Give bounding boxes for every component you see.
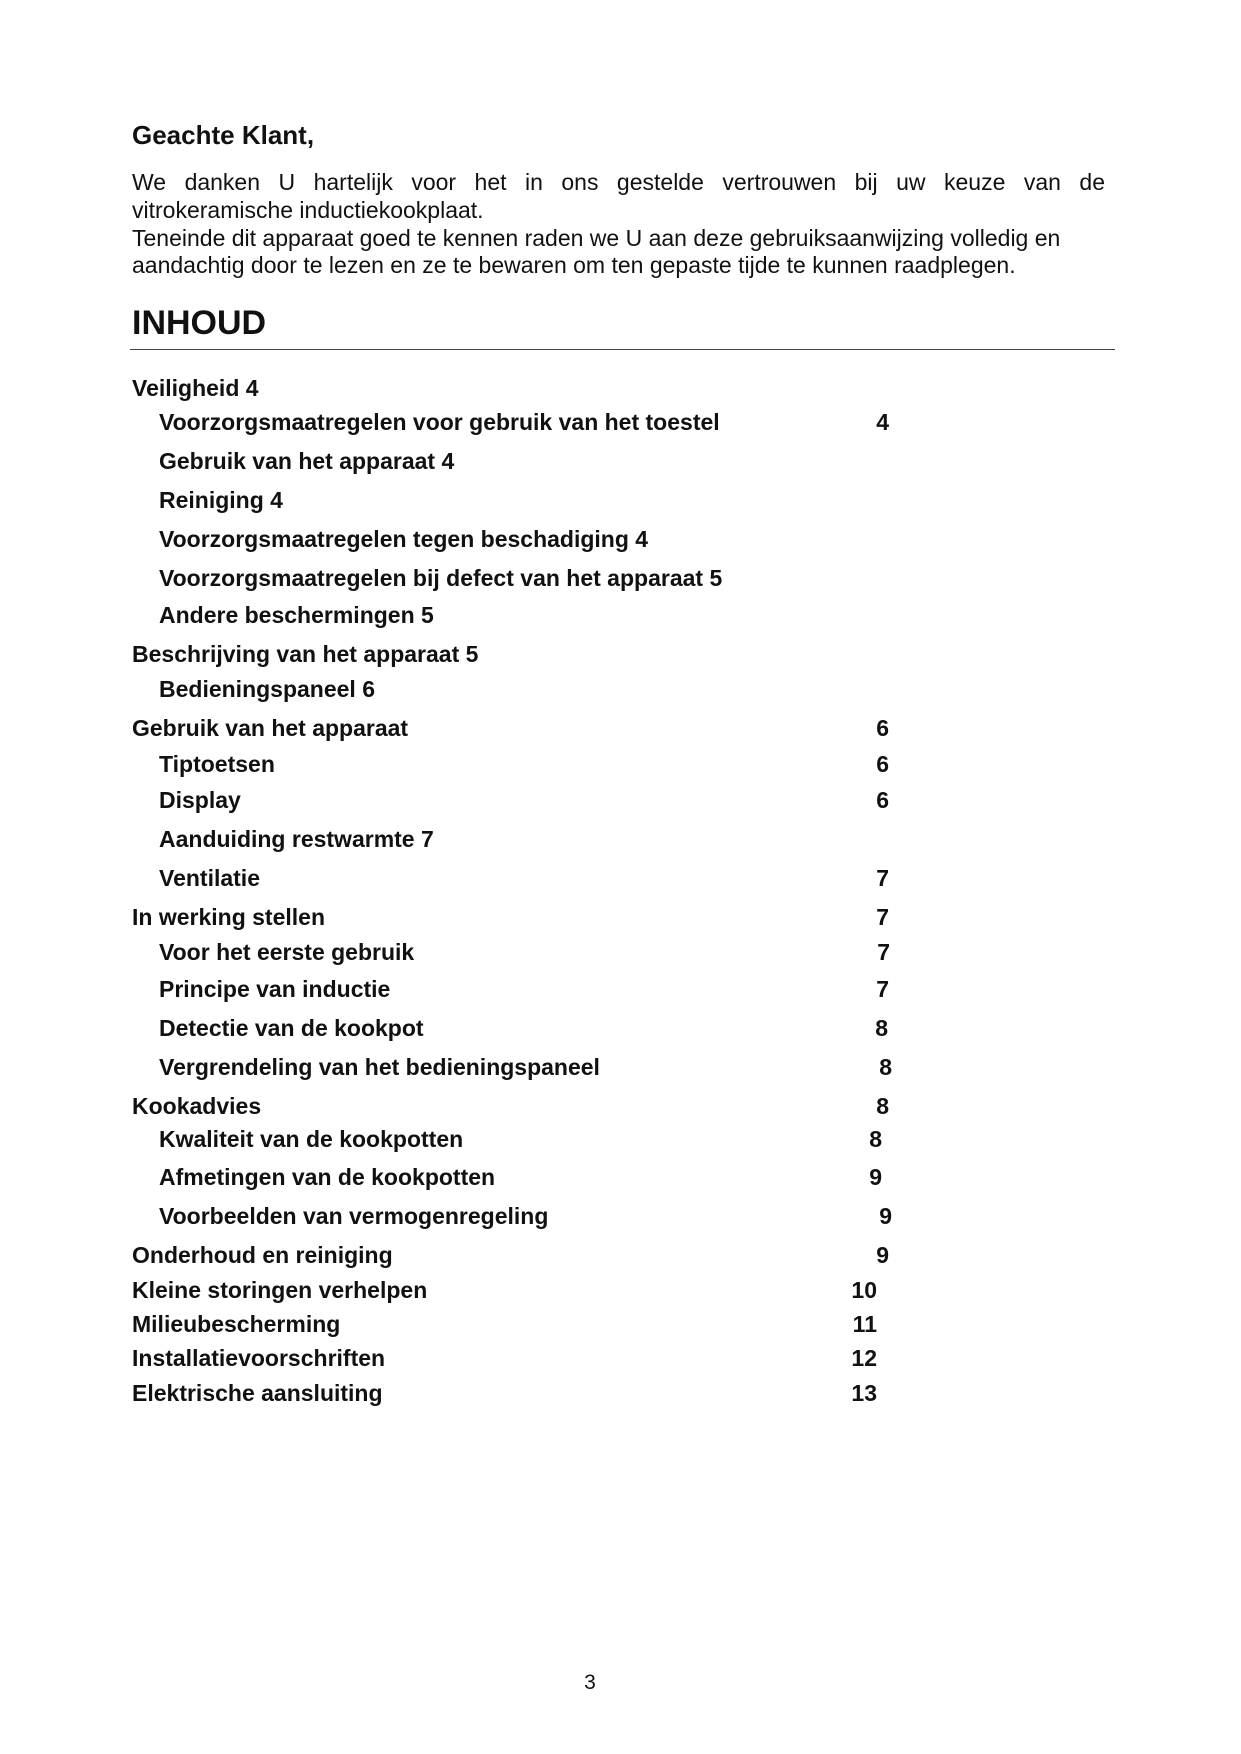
toc-entry-title[interactable]: Bedieningspaneel 6 bbox=[159, 676, 376, 702]
toc-entry-title[interactable]: Afmetingen van de kookpotten bbox=[159, 1164, 496, 1190]
toc-entry-title[interactable]: Veiligheid 4 bbox=[132, 375, 259, 401]
toc-entry-title[interactable]: Display bbox=[159, 787, 241, 813]
toc-entry-title[interactable]: Gebruik van het apparaat bbox=[132, 715, 409, 741]
toc-entry-title[interactable]: Voorzorgsmaatregelen bij defect van het apparaat 5 bbox=[159, 565, 723, 591]
toc-entry-page: 9 bbox=[876, 1242, 889, 1268]
toc-entry-title[interactable]: Gebruik van het apparaat 4 bbox=[159, 448, 455, 474]
toc-entry-title[interactable]: Ventilatie bbox=[159, 865, 260, 891]
toc-entry-page: 13 bbox=[851, 1380, 877, 1406]
intro-text-line: We danken U hartelijk voor het in ons gestelde vertrouwen bij uw keuze van de bbox=[132, 169, 1105, 195]
toc-entry-title[interactable]: Vergrendeling van het bedieningspaneel bbox=[159, 1054, 600, 1080]
greeting-heading: Geachte Klant, bbox=[132, 120, 315, 150]
toc-entry-page: 6 bbox=[876, 715, 889, 741]
toc-entry-page: 8 bbox=[869, 1126, 882, 1152]
toc-entry-title[interactable]: Andere beschermingen 5 bbox=[159, 602, 434, 628]
toc-entry-title[interactable]: Milieubescherming bbox=[132, 1311, 341, 1337]
toc-entry-page: 7 bbox=[876, 976, 889, 1002]
toc-entry-title[interactable]: Principe van inductie bbox=[159, 976, 391, 1002]
toc-entry-title[interactable]: In werking stellen bbox=[132, 904, 325, 930]
toc-entry-title[interactable]: Aanduiding restwarmte 7 bbox=[159, 826, 434, 852]
toc-entry-title[interactable]: Tiptoetsen bbox=[159, 751, 275, 777]
intro-text-line: aandachtig door te lezen en ze te bewaren om ten gepaste tijde te kunnen raadplegen. bbox=[132, 252, 1016, 278]
toc-divider bbox=[130, 349, 1115, 350]
toc-entry-page: 8 bbox=[879, 1054, 892, 1080]
toc-entry-page: 10 bbox=[851, 1277, 877, 1303]
toc-entry-page: 9 bbox=[869, 1164, 882, 1190]
toc-entry-title[interactable]: Kwaliteit van de kookpotten bbox=[159, 1126, 464, 1152]
toc-entry-title[interactable]: Voorbeelden van vermogenregeling bbox=[159, 1203, 549, 1229]
toc-entry-title[interactable]: Detectie van de kookpot bbox=[159, 1015, 424, 1041]
toc-entry-page: 11 bbox=[852, 1311, 877, 1337]
intro-text-line: vitrokeramische inductiekookplaat. bbox=[132, 197, 484, 223]
toc-entry-page: 8 bbox=[875, 1015, 888, 1041]
toc-entry-page: 7 bbox=[877, 939, 890, 965]
toc-entry-title[interactable]: Installatievoorschriften bbox=[132, 1345, 386, 1371]
toc-entry-title[interactable]: Kleine storingen verhelpen bbox=[132, 1277, 428, 1303]
toc-entry-title[interactable]: Onderhoud en reiniging bbox=[132, 1242, 393, 1268]
toc-entry-page: 7 bbox=[876, 904, 889, 930]
toc-entry-title[interactable]: Voor het eerste gebruik bbox=[159, 939, 415, 965]
toc-entry-title[interactable]: Voorzorgsmaatregelen tegen beschadiging 4 bbox=[159, 526, 649, 552]
toc-entry-page: 12 bbox=[851, 1345, 877, 1371]
toc-entry-page: 7 bbox=[876, 865, 889, 891]
toc-entry-title[interactable]: Reiniging 4 bbox=[159, 487, 283, 513]
toc-entry-title[interactable]: Kookadvies bbox=[132, 1093, 262, 1119]
toc-entry-title[interactable]: Elektrische aansluiting bbox=[132, 1380, 383, 1406]
toc-entry-title[interactable]: Voorzorgsmaatregelen voor gebruik van het toestel bbox=[159, 409, 720, 435]
intro-text-line: Teneinde dit apparaat goed te kennen raden we U aan deze gebruiksaanwijzing volledig en bbox=[132, 225, 1061, 251]
toc-entry-page: 8 bbox=[876, 1093, 889, 1119]
toc-entry-title[interactable]: Beschrijving van het apparaat 5 bbox=[132, 641, 479, 667]
page-number: 3 bbox=[584, 1671, 596, 1694]
toc-entry-page: 6 bbox=[876, 751, 889, 777]
toc-entry-page: 9 bbox=[879, 1203, 892, 1229]
toc-entry-page: 6 bbox=[876, 787, 889, 813]
toc-heading: INHOUD bbox=[132, 304, 267, 342]
toc-entry-page: 4 bbox=[876, 409, 889, 435]
